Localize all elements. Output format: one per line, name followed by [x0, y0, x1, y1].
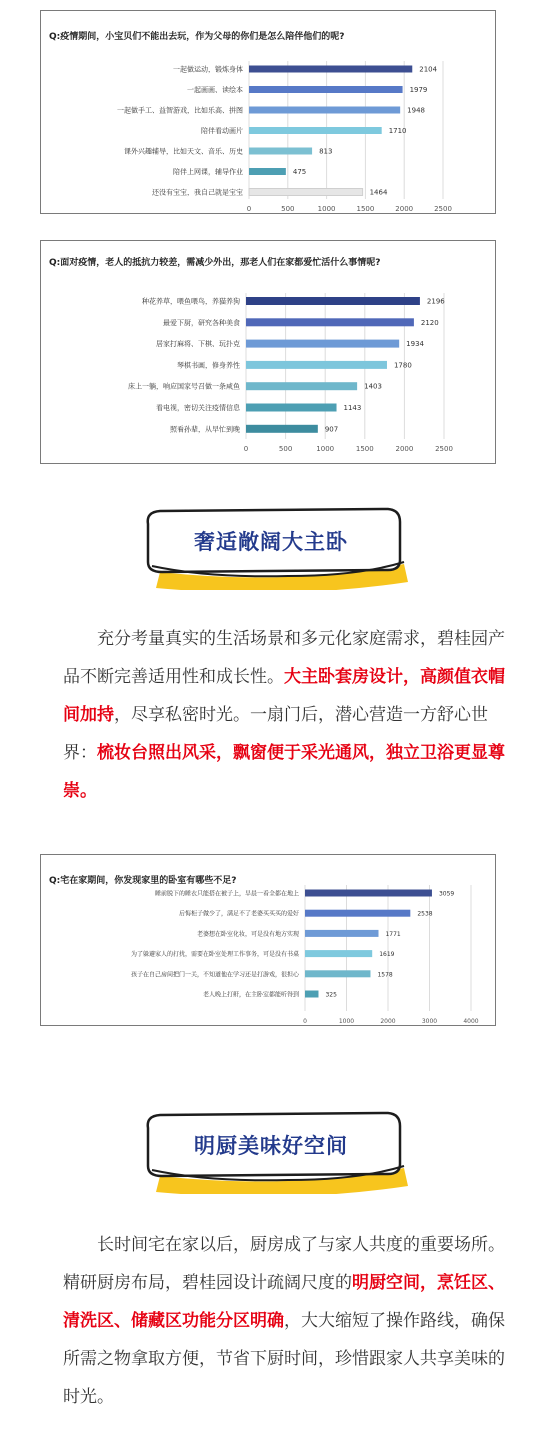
category-label: 陪伴上网课，辅导作业: [173, 168, 243, 176]
body-text: ，大大缩短了操作路线，确保所需之物拿取方便，节省下厨时间，珍惜跟家人共享美味的时光。: [63, 1311, 505, 1407]
value-label: 2120: [420, 318, 439, 327]
bar: [249, 148, 312, 155]
chart-question-title: Q:面对疫情，老人的抵抗力较差，需减少外出，那老人们在家都爱忙活什么事情呢?: [49, 258, 381, 268]
x-tick-label: 3000: [421, 1018, 438, 1025]
x-tick-label: 4000: [463, 1018, 479, 1025]
section-banner-master-bedroom: [138, 506, 412, 590]
highlighted-text: 大主卧套房设计，高颜值衣帽间加持: [63, 667, 505, 725]
value-label: 2538: [417, 910, 433, 918]
x-tick-label: 1500: [356, 205, 375, 213]
value-label: 907: [324, 425, 339, 434]
bar: [249, 189, 363, 196]
bar: [305, 991, 318, 998]
bar: [305, 970, 370, 977]
value-label: 813: [319, 147, 333, 156]
category-label: 还没有宝宝，我自己就是宝宝: [152, 188, 243, 197]
value-label: 1143: [343, 404, 362, 412]
x-tick-label: 0: [303, 1018, 307, 1025]
bar: [246, 382, 357, 390]
bar: [246, 340, 399, 348]
value-label: 475: [292, 168, 307, 176]
bar: [249, 168, 286, 175]
category-label: 为了躲避家人的打扰，需要在卧室处理工作事务，可是没有书桌: [130, 951, 299, 959]
x-tick-label: 0: [243, 445, 249, 453]
bar: [249, 66, 412, 73]
category-label: 一起做手工、益智游戏，比如乐高、拼图: [117, 106, 243, 115]
banner-title: 明厨美味好空间: [194, 1134, 348, 1158]
category-label: 一起做运动，锻炼身体: [173, 65, 243, 74]
value-label: 1619: [379, 951, 395, 959]
bar: [246, 404, 337, 412]
value-label: 2196: [426, 297, 445, 306]
banner-title: 奢适敞阔大主卧: [194, 530, 348, 554]
category-label: 睡前脱下的睡衣只能搭在被子上，早晨一看全都在地上: [154, 890, 299, 898]
chart-question-title: Q:疫情期间，小宝贝们不能出去玩，作为父母的你们是怎么陪伴他们的呢?: [49, 32, 345, 42]
bar: [246, 361, 387, 369]
bar-chart-childcare: [41, 11, 497, 215]
bar: [305, 930, 378, 937]
value-label: 1403: [364, 382, 382, 391]
bar-chart-elderly: [41, 241, 497, 465]
x-tick-label: 2000: [395, 445, 414, 453]
value-label: 3059: [438, 890, 455, 898]
x-tick-label: 2500: [434, 205, 452, 213]
body-text: 充分考量真实的生活场景和多元化家庭需求，碧桂园产品不断完善适用性和成长性。: [63, 629, 505, 687]
x-tick-label: 2000: [395, 205, 414, 213]
value-label: 1771: [385, 930, 401, 938]
value-label: 1710: [388, 127, 407, 135]
category-label: 照看孙辈，从早忙到晚: [170, 425, 240, 434]
category-label: 琴棋书画，修身养性: [177, 361, 240, 370]
category-label: 最爱下厨，研究各种美食: [163, 318, 240, 327]
bar: [246, 425, 318, 433]
category-label: 陪伴看动画片: [201, 127, 243, 135]
highlighted-text: 明厨空间，烹饪区、清洗区、储藏区功能分区明确: [63, 1273, 505, 1331]
value-label: 2104: [419, 65, 438, 74]
bar-chart-bedroom: [41, 855, 497, 1027]
value-label: 1780: [393, 361, 412, 370]
bar: [246, 318, 414, 326]
chart-card-childcare: [40, 10, 496, 214]
x-tick-label: 2000: [380, 1018, 396, 1025]
category-label: 居家打麻将、下棋、玩扑克: [156, 340, 240, 349]
x-tick-label: 1000: [316, 445, 335, 453]
bar: [305, 890, 432, 897]
x-tick-label: 1000: [317, 205, 336, 213]
category-label: 床上一躺，响应国家号召做一条咸鱼: [128, 382, 240, 391]
paragraph-master-bedroom: [63, 620, 515, 810]
category-label: 一起画画、读绘本: [187, 86, 243, 94]
category-label: 孩子在自己房间把门一关，不知道他在学习还是打游戏，很担心: [130, 971, 299, 979]
bar: [305, 910, 410, 917]
category-label: 种花养草，喂鱼喂鸟，养猫养狗: [142, 297, 240, 306]
value-label: 1578: [377, 971, 393, 979]
chart-card-elderly: [40, 240, 496, 464]
chart-card-bedroom: [40, 854, 496, 1026]
bar: [246, 297, 420, 305]
category-label: 后悔柜子做少了，满足不了老婆买买买的爱好: [178, 910, 299, 918]
x-tick-label: 1000: [338, 1018, 355, 1025]
value-label: 1948: [407, 106, 425, 115]
category-label: 老婆想在卧室化妆，可是没有地方实现: [196, 930, 299, 938]
chart-question-title: Q:宅在家期间，你发现家里的卧室有哪些不足?: [49, 876, 237, 886]
section-banner-kitchen: [138, 1110, 412, 1194]
body-text: 长时间宅在家以后，厨房成了与家人共度的重要场所。精研厨房布局，碧桂园设计疏阔尺度的: [63, 1235, 505, 1293]
category-label: 课外兴趣辅导，比如天文、音乐、历史: [124, 147, 243, 156]
value-label: 1464: [369, 188, 388, 197]
x-tick-label: 2500: [435, 445, 453, 453]
bar: [249, 127, 382, 134]
value-label: 1934: [406, 340, 425, 349]
highlighted-text: 梳妆台照出风采，飘窗便于采光通风，独立卫浴更显尊崇。: [63, 743, 505, 801]
x-tick-label: 1500: [355, 445, 374, 453]
x-tick-label: 500: [281, 205, 295, 213]
x-tick-label: 500: [278, 445, 293, 453]
bar: [249, 86, 403, 93]
paragraph-kitchen: [63, 1226, 515, 1416]
body-text: ，尽享私密时光。一扇门后，潜心营造一方舒心世界：: [63, 705, 488, 763]
bar: [305, 950, 372, 957]
category-label: 看电视，密切关注疫情信息: [156, 404, 240, 412]
bar: [249, 107, 400, 114]
value-label: 325: [325, 991, 337, 999]
x-tick-label: 0: [246, 205, 252, 213]
category-label: 老人晚上打鼾，在主卧室都能听得到: [202, 991, 299, 999]
value-label: 1979: [409, 86, 428, 94]
